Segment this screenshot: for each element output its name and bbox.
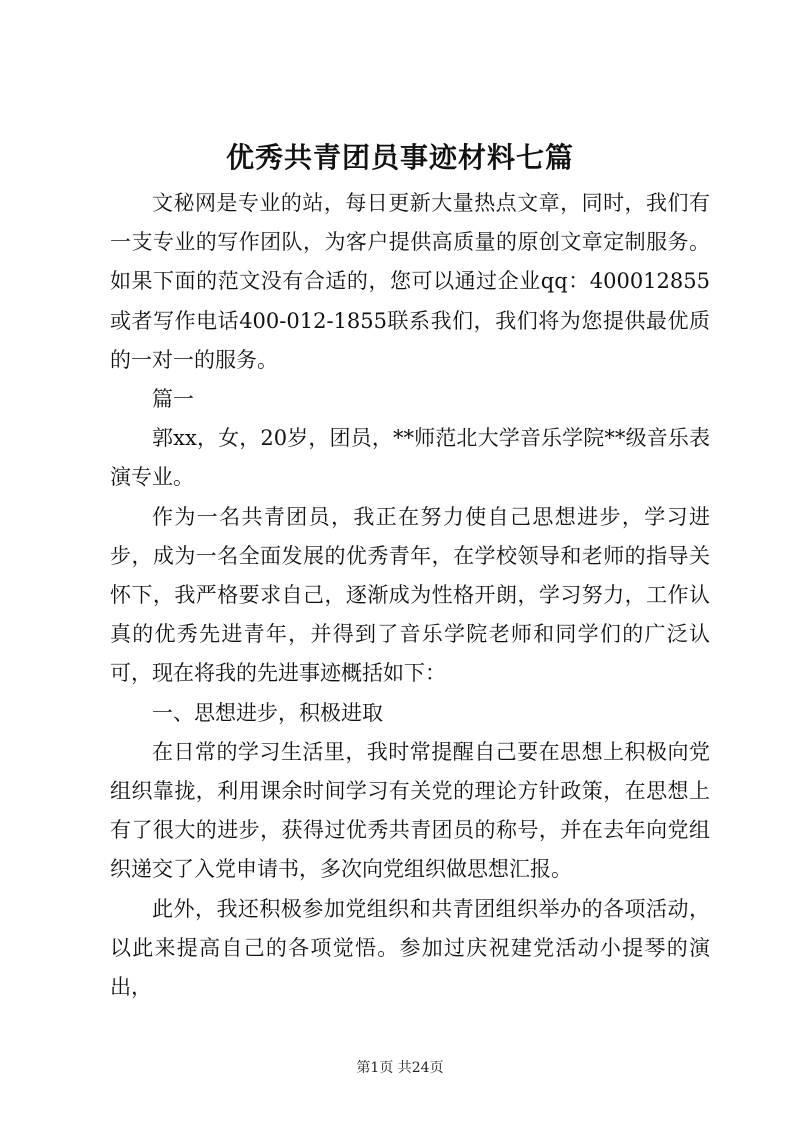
- document-title: 优秀共青团员事迹材料七篇: [225, 141, 574, 174]
- document-body: [110, 184, 710, 1007]
- paragraph-subheading: 一、思想进步，积极进取: [152, 700, 383, 725]
- paragraph-activities: 此外，我还积极参加党组织和共青团组织举办的各项活动，以此来提高自己的各项觉悟。参加过庆祝建党活动小提琴的演出，: [110, 896, 710, 1000]
- paragraph-section-heading: 篇一: [152, 387, 194, 412]
- paragraph-profile: 郭xx，女，20岁，团员，**师范北大学音乐学院**级音乐表演专业。: [110, 426, 710, 490]
- paragraph-overview: 作为一名共青团员，我正在努力使自己思想进步，学习进步，成为一名全面发展的优秀青年，在学校领导和老师的指导关怀下，我严格要求自己，逐渐成为性格开朗，学习努力，工作认真的优秀先进青年，并得到了音乐学院老师和同学们的广泛认可，现在将我的先进事迹概括如下：: [110, 504, 710, 686]
- paragraph-thought-progress: 在日常的学习生活里，我时常提醒自己要在思想上积极向党组织靠拢，利用课余时间学习有关党的理论方针政策，在思想上有了很大的进步，获得过优秀共青团员的称号，并在去年向党组织递交了入党申请书，多次向党组织做思想汇报。: [110, 739, 710, 882]
- paragraph-intro: 文秘网是专业的站，每日更新大量热点文章，同时，我们有一支专业的写作团队，为客户提供高质量的原创文章定制服务。如果下面的范文没有合适的，您可以通过企业qq：400012855或者写作电话400-012-1855联系我们，我们将为您提供最优质的一对一的服务。: [110, 191, 710, 372]
- page-number-footer: 第1页 共24页: [356, 1060, 444, 1076]
